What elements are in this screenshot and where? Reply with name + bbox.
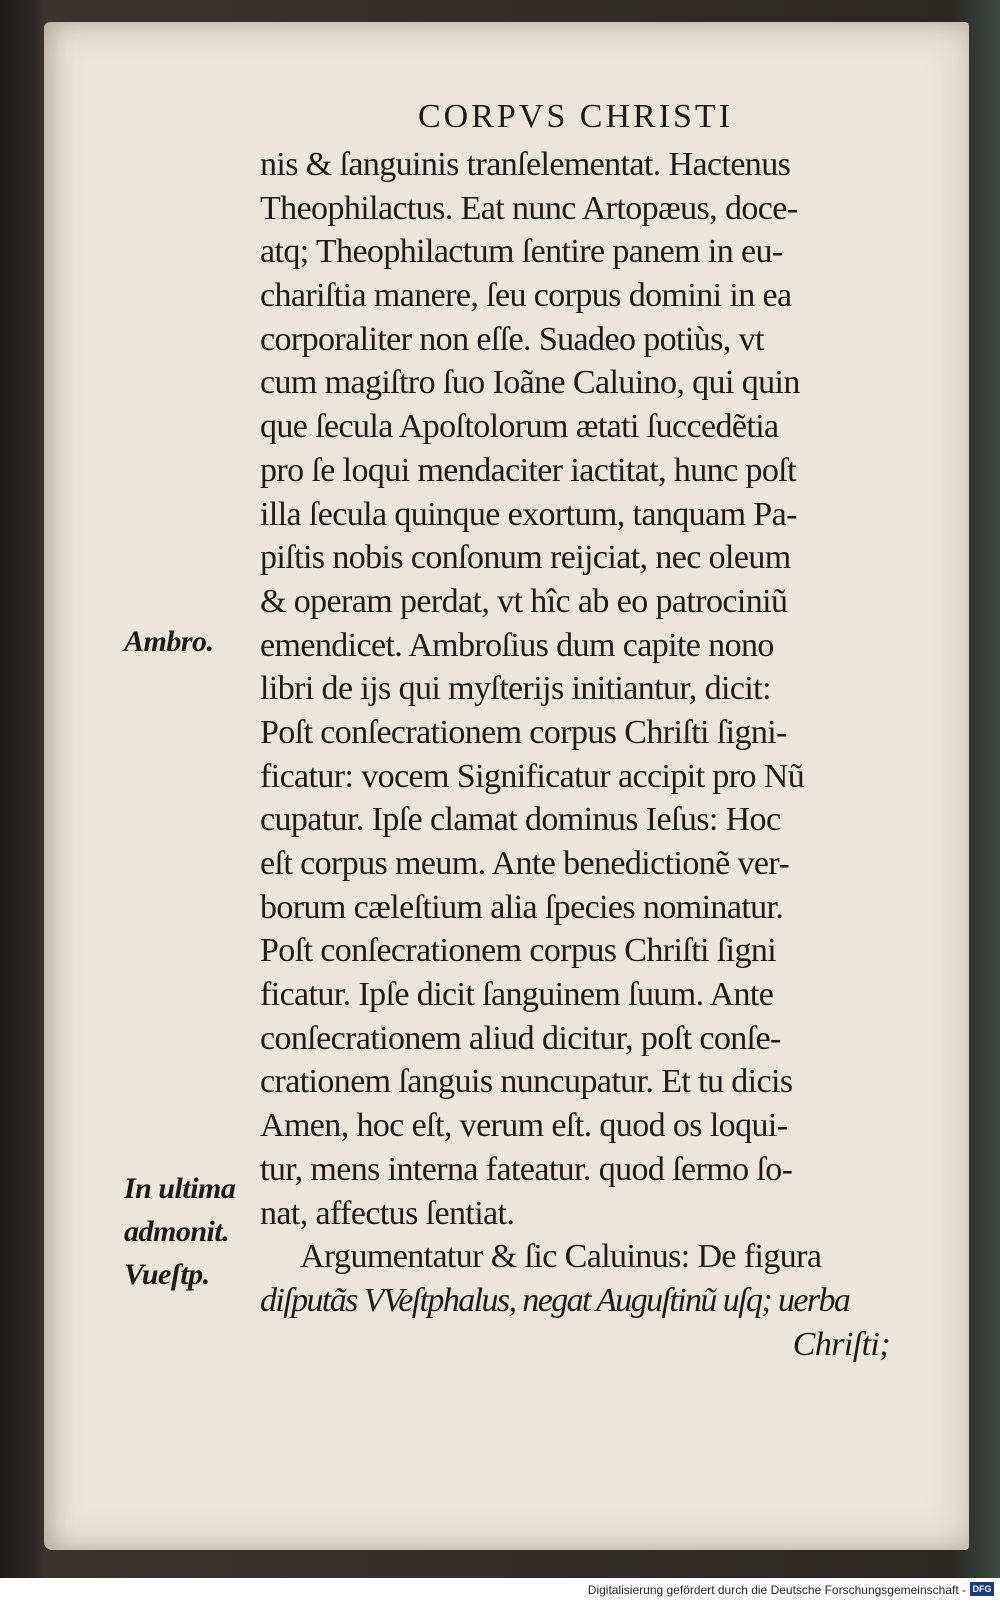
text-line: & operam perdat, vt hîc ab eo patrociniũ bbox=[260, 582, 788, 620]
text-line: Argumentatur & ſic Caluinus: De figura bbox=[300, 1238, 822, 1276]
text-line: nis & ſanguinis tranſelementat. Hactenus bbox=[260, 146, 791, 183]
text-line: tur, mens interna fateatur. quod ſermo ſo- bbox=[260, 1150, 793, 1188]
text-line: corporaliter non eſſe. Suadeo potiùs, vt bbox=[260, 320, 764, 358]
margin-note-admonit: admonit. bbox=[124, 1215, 230, 1248]
text-line: Amen, hoc eſt, verum eſt. quod os loqui- bbox=[260, 1107, 788, 1145]
text-line: illa ſecula quinque exortum, tanquam Pa- bbox=[260, 495, 797, 533]
text-line: nat, affectus ſentiat. bbox=[260, 1194, 515, 1232]
text-line: pro ſe loqui mendaciter iactitat, hunc poſt bbox=[260, 451, 796, 489]
text-line: libri de ijs qui myſterijs initiantur, dicit: bbox=[260, 670, 771, 708]
body-text bbox=[260, 143, 920, 1366]
running-head: CORPVS CHRISTI bbox=[418, 98, 734, 135]
text-line: piſtis nobis conſonum reijciat, nec oleum bbox=[260, 539, 791, 577]
catchword: Chriſti; bbox=[792, 1325, 890, 1363]
text-line: emendicet. Ambroſius dum capite nono bbox=[260, 626, 774, 664]
text-line: atq; Theophilactum ſentire panem in eu- bbox=[260, 233, 783, 271]
text-line: Poſt conſecrationem corpus Chriſti ſigni- bbox=[260, 713, 787, 751]
margin-note-ambro: Ambro. bbox=[124, 625, 214, 658]
text-line: ficatur. Ipſe dicit ſanguinem ſuum. Ante bbox=[260, 976, 774, 1014]
text-line: eſt corpus meum. Ante benedictionẽ ver- bbox=[260, 845, 790, 882]
text-line: Poſt conſecrationem corpus Chriſti ſigni bbox=[260, 932, 777, 970]
margin-note-vuestp: Vueſtp. bbox=[124, 1258, 210, 1291]
text-line: conſecrationem aliud dicitur, poſt conſe- bbox=[260, 1019, 781, 1057]
dfg-logo-icon: DFG bbox=[970, 1582, 994, 1596]
text-line: que ſecula Apoſtolorum ætati ſuccedẽtia bbox=[260, 408, 779, 446]
text-line: crationem ſanguis nuncupatur. Et tu dicis bbox=[260, 1063, 793, 1101]
text-line: Theophilactus. Eat nunc Artopæus, doce- bbox=[260, 189, 798, 227]
text-line: borum cæleſtium alia ſpecies nominatur. bbox=[260, 888, 784, 926]
text-line: diſputãs VVeſtphalus, negat Auguſtinũ uſq; uerba bbox=[260, 1281, 850, 1319]
text-line: ficatur: vocem Significatur accipit pro Nũ bbox=[260, 757, 805, 795]
footer-credit: Digitalisierung gefördert durch die Deutsche Forschungsgemeinschaft - bbox=[587, 1583, 966, 1597]
text-line: cupatur. Ipſe clamat dominus Ieſus: Hoc bbox=[260, 801, 781, 839]
text-line: chariſtia manere, ſeu corpus domini in ea bbox=[260, 277, 792, 315]
margin-note-in-ultima: In ultima bbox=[124, 1172, 236, 1205]
text-line: cum magiſtro ſuo Ioãne Caluino, qui quin bbox=[260, 364, 800, 402]
